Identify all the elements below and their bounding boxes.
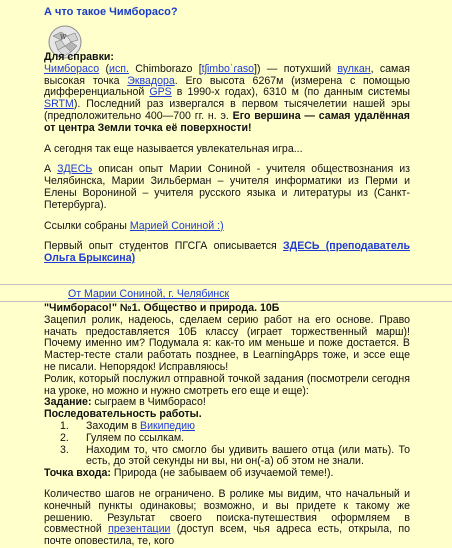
presentation-link[interactable]: презентации (108, 523, 171, 536)
intro-text: А сегодня так еще называется увлекательная игра... (44, 142, 303, 155)
chimborazo-link[interactable]: Чимборасо (44, 62, 100, 75)
task-line: Задание: сыграем в Чимборасо! (44, 396, 206, 409)
reference-label: Для справки: (44, 51, 114, 63)
sonina-link[interactable]: Марией Сониной :) (129, 219, 224, 232)
entry-point: Точка входа: Природа (не забываем об изучаемой теме!). (44, 467, 334, 480)
list-item: 3. Находим то, что смогло бы удивить вашего отца (или мать). То есть, до этой секунды ни вы, ни он(-а) об этом не знали. (60, 443, 410, 468)
final-paragraph: Количество шагов не ограничено. В ролике мы видим, что начальный и конечный пункты одинаковы; возможно, и вы придете к такому же решению. Результат своего поиска-путешествия оформляем в совместной презентации (доступ всем, чья адреса есть, открыла, по почте оповестила, те, кого (44, 487, 410, 548)
experience-paragraph: А ЗДЕСЬ описан опыт Марии Сониной - учителя обществознания из Челябинска, Марии Зильберман – учителя информатики из Перми и Елены Ворониной – учителя русского языка и литературы из (Санкт-Петербурга). (44, 163, 411, 211)
section-para: Зацепил ролик, надеюсь, сделаем серию работ на его основе. Право начать предоставляется 10Б классу (играет торжественный марш)! Почему именно им? Подумала я: как-то им меньше и поже достается. В Мастер-тесте стали работать позднее, в LearningApps тоже, и эссе еще не писали. Непорядок! Исправляюсь! (44, 313, 410, 373)
links-collected: Ссылки собраны Марией Сониной :) (44, 219, 224, 232)
experience-here-link[interactable]: ЗДЕСЬ (57, 163, 93, 176)
section-heading: "Чимборасо!" №1. Общество и природа. 10Б (44, 302, 280, 314)
list-item: 2. Гуляем по ссылкам. (60, 431, 185, 444)
summit-fact: Его вершина — самая удалённая от центра Земли точка её поверхности! (44, 109, 410, 134)
divider-top (0, 284, 452, 285)
steps-label: Последовательность работы. (44, 408, 202, 421)
ipa-link[interactable]: tʃimboˈɾaso (201, 62, 255, 75)
section-para-2: Ролик, который послужил отправной точкой задания (посмотрели сегодня на уроке, но можно и нужно смотреть его еще и еще): (44, 372, 410, 397)
volcano-link[interactable]: вулкан (337, 62, 371, 75)
wikipedia-link[interactable]: Википедию (140, 419, 196, 432)
page-title: А что такое Чимборасо? (44, 6, 178, 18)
students-paragraph: Первый опыт студентов ПГСГА описывается ЗДЕСЬ (преподаватель Ольга Брыксина) (44, 240, 410, 265)
article-body (44, 52, 410, 265)
ecuador-link[interactable]: Эквадора (127, 74, 175, 87)
spanish-link[interactable]: исп. (109, 62, 129, 75)
bryksina-link[interactable]: ЗДЕСЬ (преподаватель Ольга Брыксина) (44, 240, 410, 265)
srtm-link[interactable]: SRTM (44, 98, 74, 111)
gps-link[interactable]: GPS (149, 86, 172, 99)
list-item: 1. Заходим в Википедию (60, 419, 196, 432)
source-link[interactable]: От Марии Сониной, г. Челябинск (68, 288, 230, 300)
section-body (44, 303, 410, 548)
svg-text:W: W (60, 34, 67, 41)
reference-paragraph: Чимборасо (исп. Chimborazo [tʃimboˈɾaso]) — потухший вулкан, самая высокая точка Эквадора. Его высота 6267м (измерена с помощью дифференциальной GPS в 1990-х годах), 6310 м (по данным системы SRTM). Последний раз извергался в первом тысячелетии нашей эры (предположительно 400—700 гг. н. э. Его вершина — самая удалённая от центра Земли точка её поверхности! (44, 62, 410, 134)
